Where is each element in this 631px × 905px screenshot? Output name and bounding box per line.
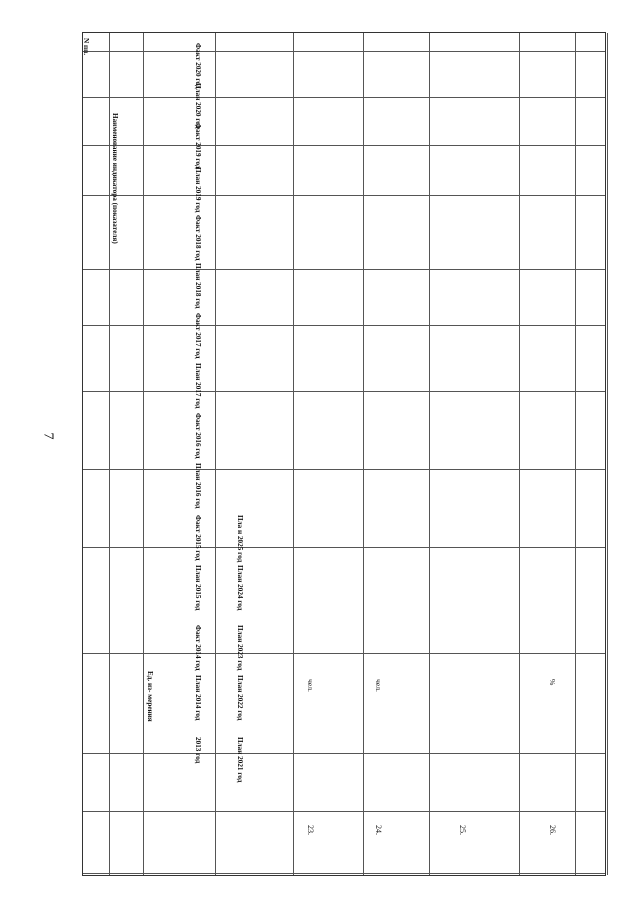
row-number: 25. — [458, 825, 467, 835]
header-year-7: План 2017 год — [194, 363, 202, 409]
header-year-3: План 2015 год — [194, 565, 202, 611]
header-year-9: План 2018 год — [194, 263, 202, 309]
header-year-12: Факт 2019 год — [194, 123, 202, 169]
header-year-2: Факт 2014 год — [194, 625, 202, 671]
header-col-number: N пп. — [82, 38, 90, 56]
header-year-18: План 2024 год — [236, 565, 244, 611]
header-year-11: План 2019 год — [194, 167, 202, 213]
header-year-8: Факт 2017 год — [194, 313, 202, 359]
row-number: 23. — [306, 825, 315, 835]
indicator-table — [82, 32, 606, 876]
header-year-15: План 2021 год — [236, 737, 244, 783]
header-year-19: Пла н 2025 год — [236, 515, 244, 563]
row-unit: % — [548, 679, 557, 686]
header-year-17: План 2023 год — [236, 625, 244, 671]
header-year-4: Факт 2015 год — [194, 515, 202, 561]
header-year-6: Факт 2016 год — [194, 413, 202, 459]
header-year-0: 2013 год — [194, 737, 202, 764]
header-year-1: План 2014 год — [194, 675, 202, 721]
page-number: 7 — [40, 432, 56, 440]
header-year-16: План 2022 год — [236, 675, 244, 721]
header-year-5: План 2016 год — [194, 463, 202, 509]
header-year-13: План 2020 год — [194, 83, 202, 129]
row-number: 26. — [548, 825, 557, 835]
row-unit: чел. — [374, 679, 383, 692]
header-col-unit: Ед. из- мерения — [146, 671, 154, 722]
row-unit: чел. — [306, 679, 315, 692]
header-year-10: Факт 2018 год — [194, 215, 202, 261]
row-number: 24. — [374, 825, 383, 835]
header-col-name: Наименование индикатора (показателя) — [111, 113, 119, 244]
header-year-14: Факт 2020 год — [194, 43, 202, 89]
